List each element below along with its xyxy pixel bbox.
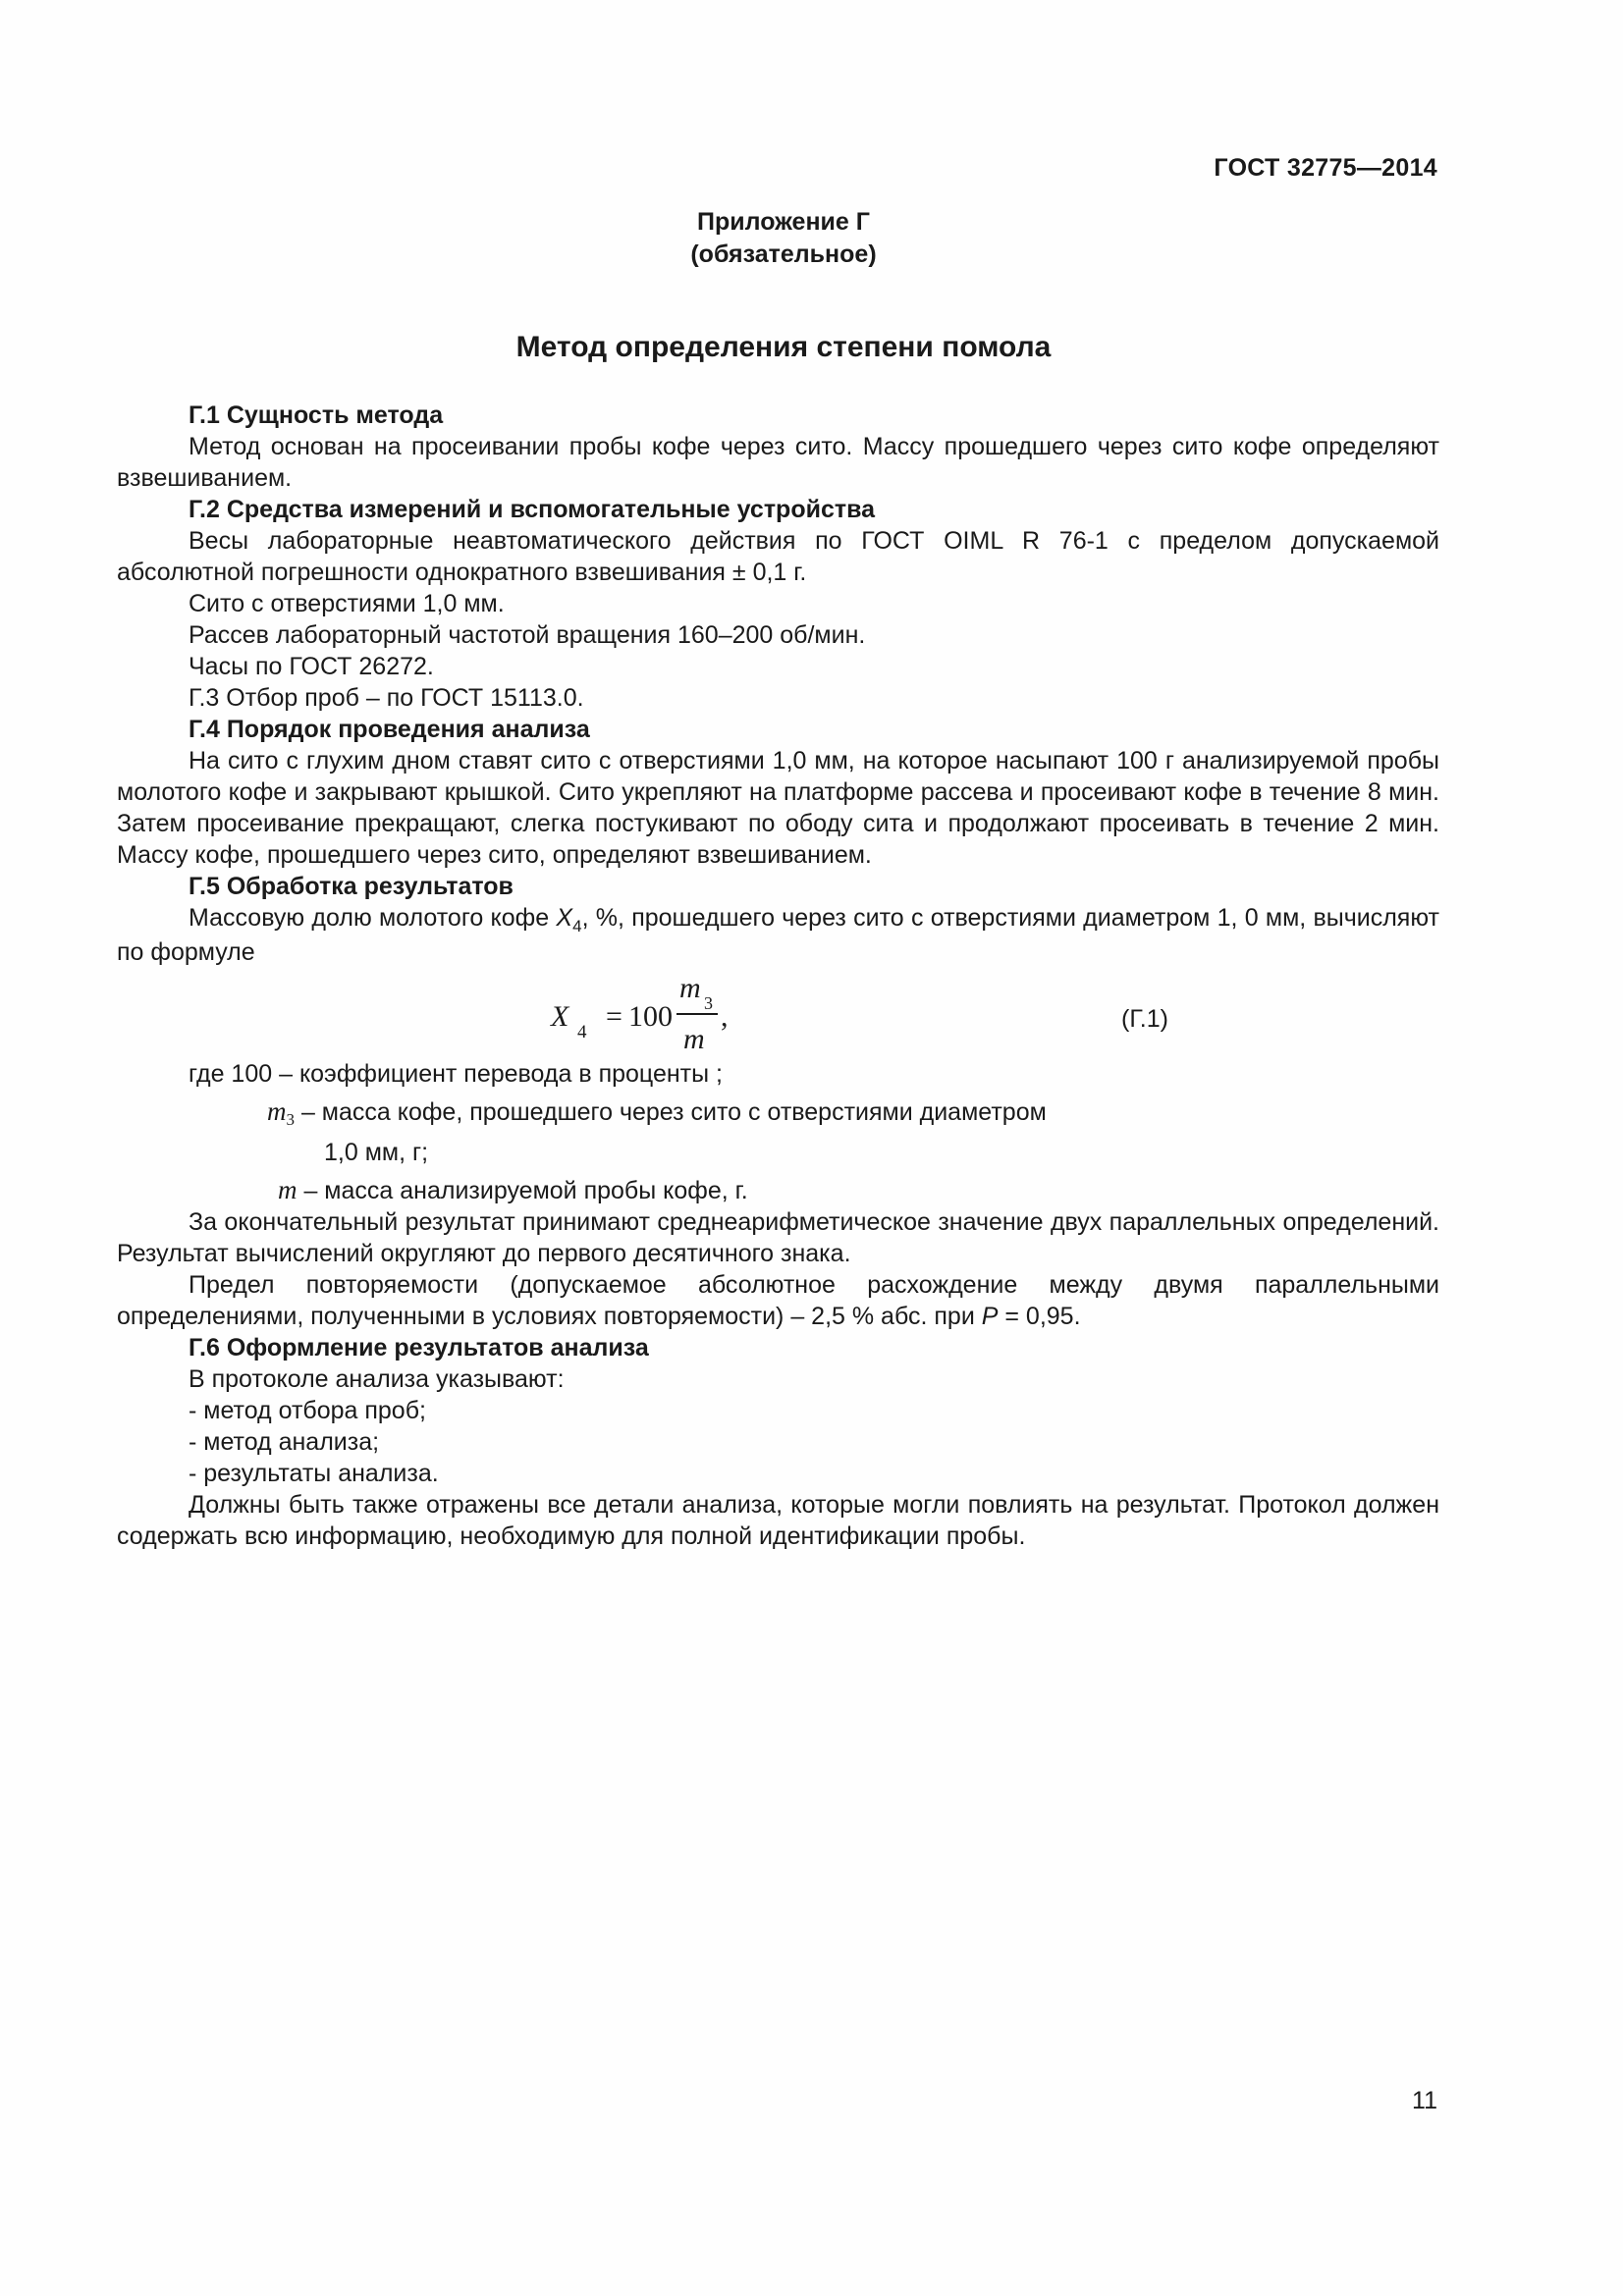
paragraph-g6-intro: В протоколе анализа указывают:: [189, 1365, 565, 1393]
paragraph-final-result: За окончательный результат принимают среднеарифметическое значение двух параллельных определений. Результат вычислений округляют до первого десятичного знака.: [117, 1208, 1439, 1267]
section-heading-g6: Г.6 Оформление результатов анализа: [189, 1334, 649, 1362]
paragraph-g4: На сито с глухим дном ставят сито с отверстиями 1,0 мм, на которое насыпают 100 г анализируемой пробы молотого кофе и закрывают крышкой. Сито укрепляют на платформе рассева и просеивают кофе в течение 8 мин. Затем просеивание прекращают, слегка постукивают по ободу сита и продолжают просеивать в течение 2 мин. Массу кофе, прошедшего через сито, определяют взвешиванием.: [117, 747, 1439, 869]
formula-lhs: X: [551, 1000, 569, 1033]
definition-coefficient: где 100 – коэффициент перевода в проценты ;: [189, 1060, 723, 1088]
formula-equals: =: [606, 1000, 622, 1033]
annex-status: (обязательное): [690, 240, 877, 268]
formula-g1: [117, 968, 1439, 1058]
formula-label: (Г.1): [1121, 1005, 1168, 1033]
list-item: - метод анализа;: [189, 1428, 380, 1456]
paragraph-g1: Метод основан на просеивании пробы кофе через сито. Массу прошедшего через сито кофе определяют взвешиванием.: [117, 433, 1439, 492]
list-item: - метод отбора проб;: [189, 1397, 426, 1424]
paragraph-sieve: Сито с отверстиями 1,0 мм.: [189, 590, 505, 617]
formula-comma: ,: [721, 1000, 729, 1033]
formula-coefficient: 100: [628, 1000, 673, 1033]
definition-m3-continued: 1,0 мм, г;: [324, 1139, 429, 1166]
formula-numerator-subscript: 3: [704, 993, 713, 1013]
section-heading-g2: Г.2 Средства измерений и вспомогательные устройства: [189, 496, 876, 523]
paragraph-g3: Г.3 Отбор проб – по ГОСТ 15113.0.: [189, 684, 584, 712]
paragraph-scales: Весы лабораторные неавтоматического действия по ГОСТ OIML R 76-1 с пределом допускаемой абсолютной погрешности однократного взвешивания ± 0,1 г.: [117, 527, 1439, 586]
fraction-bar: [676, 1013, 718, 1015]
formula-numerator: m: [679, 972, 701, 1004]
paragraph-g6: Должны быть также отражены все детали анализа, которые могли повлиять на результат. Протокол должен содержать всю информацию, необходимую для полной идентификации пробы.: [117, 1491, 1439, 1550]
variable-x4: X: [556, 904, 573, 932]
formula-lhs-subscript: 4: [577, 1022, 587, 1042]
definition-m: m – масса анализируемой пробы кофе, г.: [278, 1175, 748, 1204]
paragraph-clock: Часы по ГОСТ 26272.: [189, 653, 434, 680]
paragraph-shaker: Рассев лабораторный частотой вращения 160–200 об/мин.: [189, 621, 866, 649]
list-item: - результаты анализа.: [189, 1460, 439, 1487]
section-heading-g4: Г.4 Порядок проведения анализа: [189, 716, 590, 743]
annex-heading: [0, 206, 1567, 271]
standard-number: ГОСТ 32775—2014: [1214, 154, 1437, 182]
definition-m3: $m_3$ – масса кофе, прошедшего через сито с отверстиями диаметром: [267, 1096, 1047, 1129]
section-heading-g5: Г.5 Обработка результатов: [189, 873, 514, 900]
page-number: 11: [1412, 2087, 1437, 2114]
page-title: Метод определения степени помола: [515, 331, 1052, 363]
section-heading-g1: Г.1 Сущность метода: [189, 401, 444, 429]
paragraph-repeatability: Предел повторяемости (допускаемое абсолютное расхождение между двумя параллельными определениями, полученными в условиях повторяемости) – 2,5 % абс. при P = 0,95.: [117, 1271, 1439, 1330]
annex-title: Приложение Г: [697, 208, 870, 236]
paragraph-g5-intro: Массовую долю молотого кофе $X_4$, %, прошедшего через сито с отверстиями диаметром 1, 0 мм, вычисляют по формуле: [117, 904, 1439, 966]
formula-denominator: m: [683, 1023, 705, 1055]
document-body: [117, 400, 1439, 1552]
